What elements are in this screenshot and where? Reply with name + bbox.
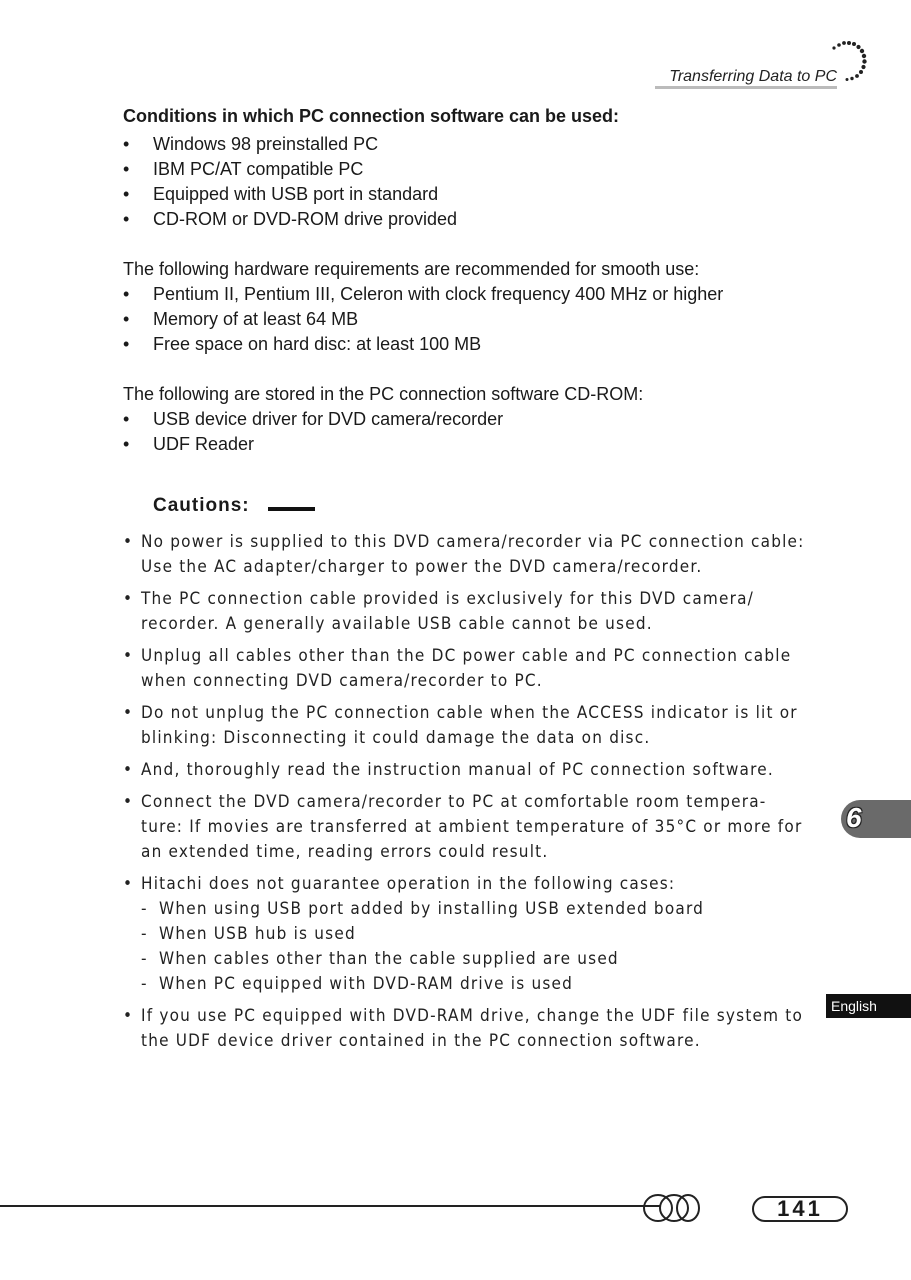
bullet-icon: • <box>123 434 130 454</box>
header-rule <box>655 86 837 89</box>
requirements-section <box>123 104 813 482</box>
caution-item: • If you use PC equipped with DVD-RAM drive, change the UDF file system to the UDF device driver contained in the PC connection software. <box>123 1006 804 1051</box>
sub-item: - When using USB port added by installing USB extended board <box>141 897 813 922</box>
list-item: • IBM PC/AT compatible PC <box>123 157 813 182</box>
caution-item: • Hitachi does not guarantee operation in the following cases: - When using USB port added by installing USB extended board - When USB hub is used - When cables other than the cable supplied are used - When PC equipped with DVD-RAM drive is used <box>123 872 813 997</box>
list-item: • USB device driver for DVD camera/recorder <box>123 407 813 432</box>
list-item: • Equipped with USB port in standard <box>123 182 813 207</box>
caution-item: • The PC connection cable provided is exclusively for this DVD camera/ recorder. A generally available USB cable cannot be used. <box>123 589 755 634</box>
caution-item: • And, thoroughly read the instruction manual of PC connection software. <box>123 758 813 783</box>
list-item: • UDF Reader <box>123 432 813 457</box>
cautions-list <box>123 530 813 1061</box>
bullet-icon: • <box>123 209 130 229</box>
bullet-icon: • <box>123 1006 134 1026</box>
bullet-icon: • <box>123 159 130 179</box>
bullet-icon: • <box>123 134 130 154</box>
sub-item: - When PC equipped with DVD-RAM drive is used <box>141 972 813 997</box>
cdrom-list <box>123 407 813 457</box>
caution-item: • Do not unplug the PC connection cable when the ACCESS indicator is lit or blinking: Disconnecting it could damage the data on disc. <box>123 703 798 748</box>
footer-rule <box>0 1205 660 1207</box>
bullet-icon: • <box>123 284 130 304</box>
sub-item: - When USB hub is used <box>141 922 813 947</box>
cautions-rule <box>268 507 315 511</box>
sub-item: - When cables other than the cable supplied are used <box>141 947 813 972</box>
dash-icon: - <box>141 974 148 994</box>
caution-item: • Connect the DVD camera/recorder to PC at comfortable room tempera- ture: If movies are transferred at ambient temperature of 35°C or more for an extended time, reading errors could result. <box>123 792 803 862</box>
page-number: 141 <box>777 1196 823 1221</box>
conditions-heading: Conditions in which PC connection software can be used: <box>123 106 620 126</box>
cautions-title: Cautions: <box>153 495 250 516</box>
dash-icon: - <box>141 949 148 969</box>
bullet-icon: • <box>123 409 130 429</box>
bullet-icon: • <box>123 334 130 354</box>
bullet-icon: • <box>123 309 130 329</box>
list-item: • Free space on hard disc: at least 100 MB <box>123 332 813 357</box>
bullet-icon: • <box>123 184 130 204</box>
caution-item: • Unplug all cables other than the DC power cable and PC connection cable when connecting DVD camera/recorder to PC. <box>123 646 792 691</box>
dash-icon: - <box>141 924 148 944</box>
hardware-list <box>123 282 813 357</box>
caution-item: • No power is supplied to this DVD camera/recorder via PC connection cable: Use the AC adapter/charger to power the DVD camera/recorder. <box>123 532 805 577</box>
hardware-intro: The following hardware requirements are recommended for smooth use: <box>123 259 700 279</box>
list-item: • Windows 98 preinstalled PC <box>123 132 813 157</box>
rings-decoration-icon <box>640 1192 700 1224</box>
bullet-icon: • <box>123 646 134 666</box>
bullet-icon: • <box>123 792 134 812</box>
list-item: • Memory of at least 64 MB <box>123 307 813 332</box>
caution-sublist <box>141 897 813 997</box>
language-tab: English <box>826 994 911 1018</box>
dash-icon: - <box>141 899 148 919</box>
chapter-number: 6 <box>846 802 862 833</box>
list-item: • CD-ROM or DVD-ROM drive provided <box>123 207 813 232</box>
bullet-icon: • <box>123 874 134 894</box>
running-header-title: Transferring Data to PC <box>669 68 837 85</box>
bullet-icon: • <box>123 532 134 552</box>
cdrom-intro: The following are stored in the PC connection software CD-ROM: <box>123 384 644 404</box>
bullet-icon: • <box>123 760 134 780</box>
bullet-icon: • <box>123 703 134 723</box>
conditions-list <box>123 132 813 232</box>
list-item: • Pentium II, Pentium III, Celeron with clock frequency 400 MHz or higher <box>123 282 813 307</box>
bullet-icon: • <box>123 589 134 609</box>
